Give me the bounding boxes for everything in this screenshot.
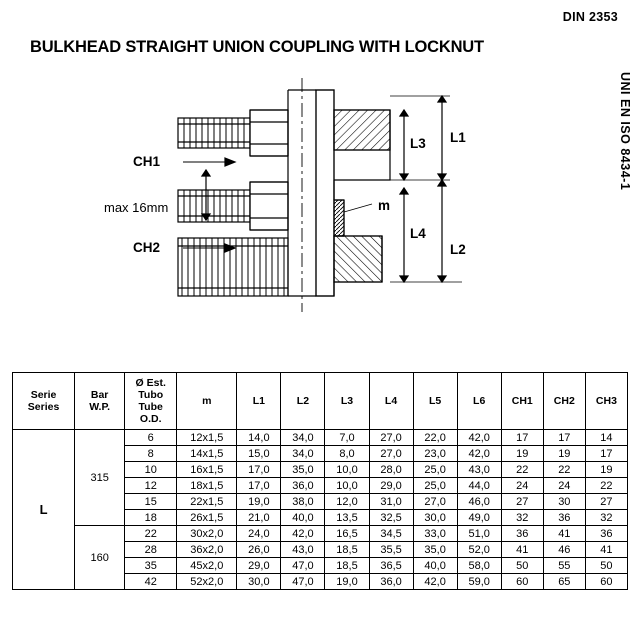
cell-ch3: 17	[585, 446, 627, 462]
header-l6: L6	[457, 373, 501, 430]
cell-tube-od: 22	[125, 526, 177, 542]
cell-m: 30x2,0	[177, 526, 237, 542]
spec-table-wrapper	[12, 372, 628, 590]
cell-ch3: 50	[585, 558, 627, 574]
cell-l1: 24,0	[237, 526, 281, 542]
cell-l3: 10,0	[325, 478, 369, 494]
cell-l3: 13,5	[325, 510, 369, 526]
cell-l4: 28,0	[369, 462, 413, 478]
cell-l5: 42,0	[413, 574, 457, 590]
cell-tube-od: 6	[125, 430, 177, 446]
cell-l4: 27,0	[369, 430, 413, 446]
cell-ch2: 46	[543, 542, 585, 558]
cell-l3: 10,0	[325, 462, 369, 478]
cell-l2: 40,0	[281, 510, 325, 526]
cell-m: 36x2,0	[177, 542, 237, 558]
cell-l4: 35,5	[369, 542, 413, 558]
cell-series: L	[13, 430, 75, 590]
label-l1: L1	[450, 130, 466, 145]
table-header-row	[13, 373, 628, 430]
cell-ch1: 27	[501, 494, 543, 510]
technical-drawing	[0, 70, 640, 360]
cell-ch1: 19	[501, 446, 543, 462]
cell-l5: 25,0	[413, 462, 457, 478]
cell-ch3: 60	[585, 574, 627, 590]
header-ch1: CH1	[501, 373, 543, 430]
label-ch2: CH2	[133, 240, 161, 255]
cell-bar-wp: 315	[75, 430, 125, 526]
cell-ch2: 65	[543, 574, 585, 590]
cell-l3: 18,5	[325, 542, 369, 558]
header-l4: L4	[369, 373, 413, 430]
cell-ch1: 17	[501, 430, 543, 446]
cell-l3: 18,5	[325, 558, 369, 574]
cell-tube-od: 35	[125, 558, 177, 574]
cell-l5: 40,0	[413, 558, 457, 574]
cell-l6: 42,0	[457, 446, 501, 462]
cell-ch3: 41	[585, 542, 627, 558]
cell-l6: 46,0	[457, 494, 501, 510]
table-row	[13, 430, 628, 446]
cell-l4: 36,0	[369, 574, 413, 590]
cell-ch2: 36	[543, 510, 585, 526]
cell-ch2: 55	[543, 558, 585, 574]
cell-l5: 22,0	[413, 430, 457, 446]
cell-ch3: 14	[585, 430, 627, 446]
cell-m: 22x1,5	[177, 494, 237, 510]
cell-ch1: 60	[501, 574, 543, 590]
cell-ch3: 32	[585, 510, 627, 526]
cell-l5: 27,0	[413, 494, 457, 510]
cell-l6: 51,0	[457, 526, 501, 542]
cell-l1: 17,0	[237, 462, 281, 478]
table-body	[13, 430, 628, 590]
cell-l1: 26,0	[237, 542, 281, 558]
cell-l6: 43,0	[457, 462, 501, 478]
header-l3: L3	[325, 373, 369, 430]
cell-l3: 19,0	[325, 574, 369, 590]
cell-l3: 16,5	[325, 526, 369, 542]
cell-l1: 17,0	[237, 478, 281, 494]
cell-tube-od: 18	[125, 510, 177, 526]
label-l4: L4	[410, 226, 426, 241]
cell-l6: 59,0	[457, 574, 501, 590]
cell-m: 52x2,0	[177, 574, 237, 590]
cell-l2: 43,0	[281, 542, 325, 558]
label-m: m	[378, 198, 391, 213]
side-standard-label: UNI EN ISO 8434-1	[618, 72, 632, 191]
cell-l4: 31,0	[369, 494, 413, 510]
cell-l2: 36,0	[281, 478, 325, 494]
cell-ch1: 24	[501, 478, 543, 494]
label-ch1: CH1	[133, 154, 161, 169]
cell-l4: 36,5	[369, 558, 413, 574]
cell-l2: 47,0	[281, 558, 325, 574]
cell-m: 18x1,5	[177, 478, 237, 494]
cell-ch1: 41	[501, 542, 543, 558]
label-l2: L2	[450, 242, 466, 257]
cell-ch2: 19	[543, 446, 585, 462]
cell-ch2: 30	[543, 494, 585, 510]
cell-l5: 33,0	[413, 526, 457, 542]
cell-l5: 23,0	[413, 446, 457, 462]
cell-l1: 19,0	[237, 494, 281, 510]
cell-l3: 7,0	[325, 430, 369, 446]
cell-l3: 12,0	[325, 494, 369, 510]
cell-ch1: 32	[501, 510, 543, 526]
cell-ch1: 22	[501, 462, 543, 478]
cell-m: 45x2,0	[177, 558, 237, 574]
cell-l1: 30,0	[237, 574, 281, 590]
cell-l2: 42,0	[281, 526, 325, 542]
cell-l5: 35,0	[413, 542, 457, 558]
header-l1: L1	[237, 373, 281, 430]
cell-l1: 14,0	[237, 430, 281, 446]
cell-tube-od: 12	[125, 478, 177, 494]
table-row	[13, 526, 628, 542]
cell-m: 16x1,5	[177, 462, 237, 478]
cell-tube-od: 10	[125, 462, 177, 478]
cell-ch1: 50	[501, 558, 543, 574]
header-bar-wp: Bar W.P.	[75, 373, 125, 430]
label-l3: L3	[410, 136, 426, 151]
spec-table	[12, 372, 628, 590]
cell-l5: 25,0	[413, 478, 457, 494]
header-ch3: CH3	[585, 373, 627, 430]
cell-l6: 52,0	[457, 542, 501, 558]
cell-m: 26x1,5	[177, 510, 237, 526]
page-title: BULKHEAD STRAIGHT UNION COUPLING WITH LOCKNUT	[30, 38, 484, 56]
cell-ch2: 17	[543, 430, 585, 446]
cell-l2: 35,0	[281, 462, 325, 478]
cell-l1: 29,0	[237, 558, 281, 574]
cell-l5: 30,0	[413, 510, 457, 526]
fitting-drawing-svg	[0, 70, 640, 360]
cell-m: 12x1,5	[177, 430, 237, 446]
cell-l2: 47,0	[281, 574, 325, 590]
cell-l6: 42,0	[457, 430, 501, 446]
cell-ch3: 36	[585, 526, 627, 542]
cell-l4: 27,0	[369, 446, 413, 462]
cell-ch2: 24	[543, 478, 585, 494]
cell-tube-od: 28	[125, 542, 177, 558]
cell-ch3: 27	[585, 494, 627, 510]
header-m: m	[177, 373, 237, 430]
cell-l1: 15,0	[237, 446, 281, 462]
cell-ch2: 41	[543, 526, 585, 542]
header-series: Serie Series	[13, 373, 75, 430]
header-l5: L5	[413, 373, 457, 430]
cell-tube-od: 8	[125, 446, 177, 462]
header-l2: L2	[281, 373, 325, 430]
cell-l1: 21,0	[237, 510, 281, 526]
cell-ch3: 22	[585, 478, 627, 494]
cell-l2: 38,0	[281, 494, 325, 510]
label-max-length: max 16mm	[104, 200, 169, 215]
cell-l4: 34,5	[369, 526, 413, 542]
cell-ch3: 19	[585, 462, 627, 478]
standard-code: DIN 2353	[562, 10, 618, 24]
cell-ch1: 36	[501, 526, 543, 542]
cell-ch2: 22	[543, 462, 585, 478]
cell-tube-od: 15	[125, 494, 177, 510]
header-ch2: CH2	[543, 373, 585, 430]
cell-l2: 34,0	[281, 430, 325, 446]
cell-l6: 44,0	[457, 478, 501, 494]
cell-l2: 34,0	[281, 446, 325, 462]
cell-l6: 49,0	[457, 510, 501, 526]
header-tube-od: Ø Est. Tubo Tube O.D.	[125, 373, 177, 430]
cell-l4: 32,5	[369, 510, 413, 526]
cell-m: 14x1,5	[177, 446, 237, 462]
cell-tube-od: 42	[125, 574, 177, 590]
cell-bar-wp: 160	[75, 526, 125, 590]
cell-l3: 8,0	[325, 446, 369, 462]
cell-l6: 58,0	[457, 558, 501, 574]
cell-l4: 29,0	[369, 478, 413, 494]
